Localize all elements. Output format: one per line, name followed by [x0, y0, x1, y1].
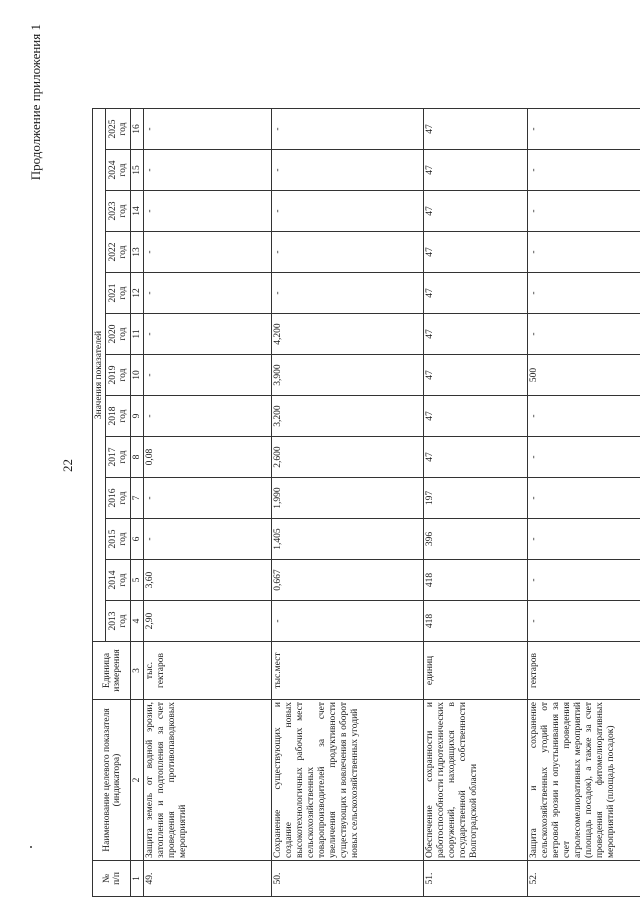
col-header-year: 2023 год — [106, 191, 131, 232]
indicator-value: 1,990 — [272, 478, 424, 519]
indicator-value: - — [144, 519, 272, 560]
col-index-number: 9 — [131, 396, 144, 437]
indicator-unit: гектаров — [528, 642, 640, 700]
col-header-year: 2024 год — [106, 150, 131, 191]
col-header-year: 2022 год — [106, 232, 131, 273]
col-index-number: 15 — [131, 150, 144, 191]
indicator-value: - — [144, 232, 272, 273]
col-header-year: 2018 год — [106, 396, 131, 437]
col-index-number: 6 — [131, 519, 144, 560]
indicator-value: 47 — [424, 437, 528, 478]
row-number: 51. — [424, 861, 528, 897]
indicator-value: 3,900 — [272, 355, 424, 396]
indicator-name: Защита земель от водной эрозии, затопления и подтопления за счет проведения противопаводковых мероприятий — [144, 700, 272, 861]
col-header-year: 2015 год — [106, 519, 131, 560]
indicator-value: - — [528, 191, 640, 232]
col-index-number: 5 — [131, 560, 144, 601]
indicator-unit: единиц — [424, 642, 528, 700]
col-index-number: 1 — [131, 861, 144, 897]
indicator-value: 47 — [424, 232, 528, 273]
indicator-value: 418 — [424, 560, 528, 601]
indicator-value: 418 — [424, 601, 528, 642]
indicators-table — [92, 108, 640, 897]
indicator-value: 2,90 — [144, 601, 272, 642]
indicator-value: 47 — [424, 355, 528, 396]
indicator-value: - — [272, 109, 424, 150]
indicator-value: 2,600 — [272, 437, 424, 478]
indicator-value: 47 — [424, 273, 528, 314]
indicator-value: - — [144, 273, 272, 314]
indicator-value: 47 — [424, 314, 528, 355]
indicator-value: - — [144, 191, 272, 232]
indicator-value: - — [144, 314, 272, 355]
page-number: 22 — [60, 459, 75, 472]
indicator-unit: тыс. гектаров — [144, 642, 272, 700]
col-index-number: 16 — [131, 109, 144, 150]
indicator-value: - — [528, 109, 640, 150]
col-header-num: № п/п — [93, 861, 131, 897]
indicator-value: - — [144, 478, 272, 519]
indicator-value: 47 — [424, 396, 528, 437]
indicator-name: Обеспечение сохранности и работоспособности гидротехнических сооружений, находящихся в государственной собственности Волгоградской области — [424, 700, 528, 861]
table-row — [272, 109, 424, 897]
col-header-year: 2017 год — [106, 437, 131, 478]
indicator-name: Защита и сохранение сельскохозяйственных угодий от ветровой эрозии и опустынивания за счет проведения агролесомелиоративных мероприятий (площадь посадок), а также за счет проведения фитомелиоративных мероприятий (площадь посадок) — [528, 700, 640, 861]
table-row — [528, 109, 640, 897]
indicator-value: - — [528, 519, 640, 560]
indicator-value: - — [528, 314, 640, 355]
indicator-value: 3,60 — [144, 560, 272, 601]
indicator-value: - — [144, 396, 272, 437]
col-index-number: 3 — [131, 642, 144, 700]
col-index-number: 13 — [131, 232, 144, 273]
col-index-number: 8 — [131, 437, 144, 478]
col-header-year: 2014 год — [106, 560, 131, 601]
indicator-value: - — [528, 560, 640, 601]
indicator-value: 47 — [424, 150, 528, 191]
indicator-value: - — [272, 273, 424, 314]
indicator-value: - — [528, 601, 640, 642]
col-index-number: 2 — [131, 700, 144, 861]
indicator-name: Сохранение существующих и создание новых высокотехнологичных рабочих мест сельскохозяйственных товаропроизводителей за счет увеличения продуктивности существующих и вовлечения в оборот новых сельскохозяйственных угодий — [272, 700, 424, 861]
indicator-value: - — [144, 109, 272, 150]
indicator-value: 1,405 — [272, 519, 424, 560]
indicator-value: - — [272, 191, 424, 232]
indicator-value: - — [528, 232, 640, 273]
scan-speck — [30, 846, 32, 848]
table-row — [424, 109, 528, 897]
indicator-value: 396 — [424, 519, 528, 560]
col-header-name: Наименование целевого показателя (индикатора) — [93, 700, 131, 861]
table-row — [144, 109, 272, 897]
row-number: 52. — [528, 861, 640, 897]
indicator-value: 47 — [424, 191, 528, 232]
indicator-value: - — [528, 396, 640, 437]
indicator-value: - — [528, 478, 640, 519]
indicator-value: 500 — [528, 355, 640, 396]
continuation-note: Продолжение приложения 1 — [28, 24, 43, 181]
indicator-unit: тыс.мест — [272, 642, 424, 700]
col-header-year: 2016 год — [106, 478, 131, 519]
col-index-number: 11 — [131, 314, 144, 355]
indicator-value: - — [528, 273, 640, 314]
row-number: 50. — [272, 861, 424, 897]
col-index-number: 12 — [131, 273, 144, 314]
indicator-value: - — [528, 437, 640, 478]
col-header-year: 2021 год — [106, 273, 131, 314]
indicator-value: - — [144, 355, 272, 396]
col-header-values-group: Значения показателей — [93, 109, 106, 642]
indicator-value: 197 — [424, 478, 528, 519]
col-header-year: 2013 год — [106, 601, 131, 642]
indicator-value: - — [272, 150, 424, 191]
indicator-value: - — [272, 601, 424, 642]
col-index-number: 4 — [131, 601, 144, 642]
col-index-number: 7 — [131, 478, 144, 519]
indicator-value: 47 — [424, 109, 528, 150]
indicator-value: 0,08 — [144, 437, 272, 478]
indicator-value: - — [528, 150, 640, 191]
indicator-value: - — [144, 150, 272, 191]
indicator-value: - — [272, 232, 424, 273]
col-header-year: 2020 год — [106, 314, 131, 355]
col-header-year: 2025 год — [106, 109, 131, 150]
indicator-value: 4,200 — [272, 314, 424, 355]
indicator-value: 0,667 — [272, 560, 424, 601]
col-index-number: 14 — [131, 191, 144, 232]
col-header-year: 2019 год — [106, 355, 131, 396]
col-header-unit: Единица измерения — [93, 642, 131, 700]
col-index-number: 10 — [131, 355, 144, 396]
row-number: 49. — [144, 861, 272, 897]
indicator-value: 3,200 — [272, 396, 424, 437]
